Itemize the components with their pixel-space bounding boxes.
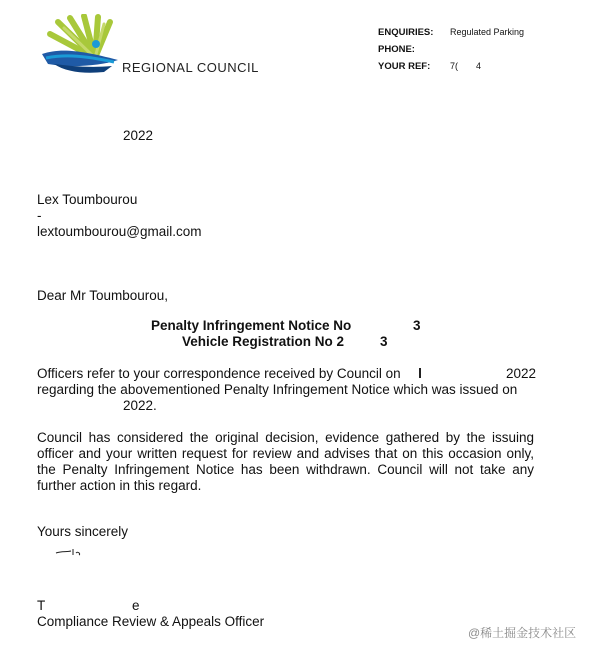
closing: Yours sincerely [37,524,129,539]
recipient-name: Lex Toumbourou [37,192,138,207]
signature [55,545,89,559]
salutation: Dear Mr Toumbourou, [37,288,169,303]
signatory-initial: T [37,598,46,613]
para1-line1: Officers refer to your correspondence received by Council on [37,366,401,381]
para1-line2: regarding the abovementioned Penalty Infringement Notice which was issued on [37,382,518,397]
para1-line3: 2022. [123,398,157,413]
council-name: REGIONAL COUNCIL [122,60,259,75]
letter-meta [378,24,524,75]
signatory-end: e [132,598,140,613]
enquiries-row [378,24,524,41]
your-ref-label: YOUR REF: [378,61,431,72]
letter-date: 2022 [123,128,154,143]
enquiries-value: Regulated Parking [450,27,525,37]
your-ref-part1: 7( [450,61,459,71]
heading-vehicle: Vehicle Registration No 2 [182,334,345,349]
para2: Council has considered the original decision, evidence gathered by the issuing officer and your written request for review and advises that on this occasion only, the Penalty Infringement Notice has been withdrawn. Council will not take any further action in this regard. [37,430,534,493]
heading-pin-suffix: 3 [413,318,421,333]
heading-pin: Penalty Infringement Notice No [151,318,352,333]
heading-vehicle-suffix: 3 [380,334,388,349]
phone-label: PHONE: [378,44,415,55]
signatory-title: Compliance Review & Appeals Officer [37,614,265,629]
recipient-email: lextoumbourou@gmail.com [37,224,202,239]
enquiries-label: ENQUIRIES: [378,27,434,38]
council-logo [40,14,122,78]
your-ref-part2: 4 [476,61,482,71]
redaction-mark [419,368,421,378]
your-ref-row [378,58,524,75]
watermark: @稀土掘金技术社区 [468,626,577,640]
recipient-address [37,192,202,240]
phone-row [378,41,524,58]
para1-date: 2022 [506,366,537,381]
recipient-line2: - [37,208,42,223]
